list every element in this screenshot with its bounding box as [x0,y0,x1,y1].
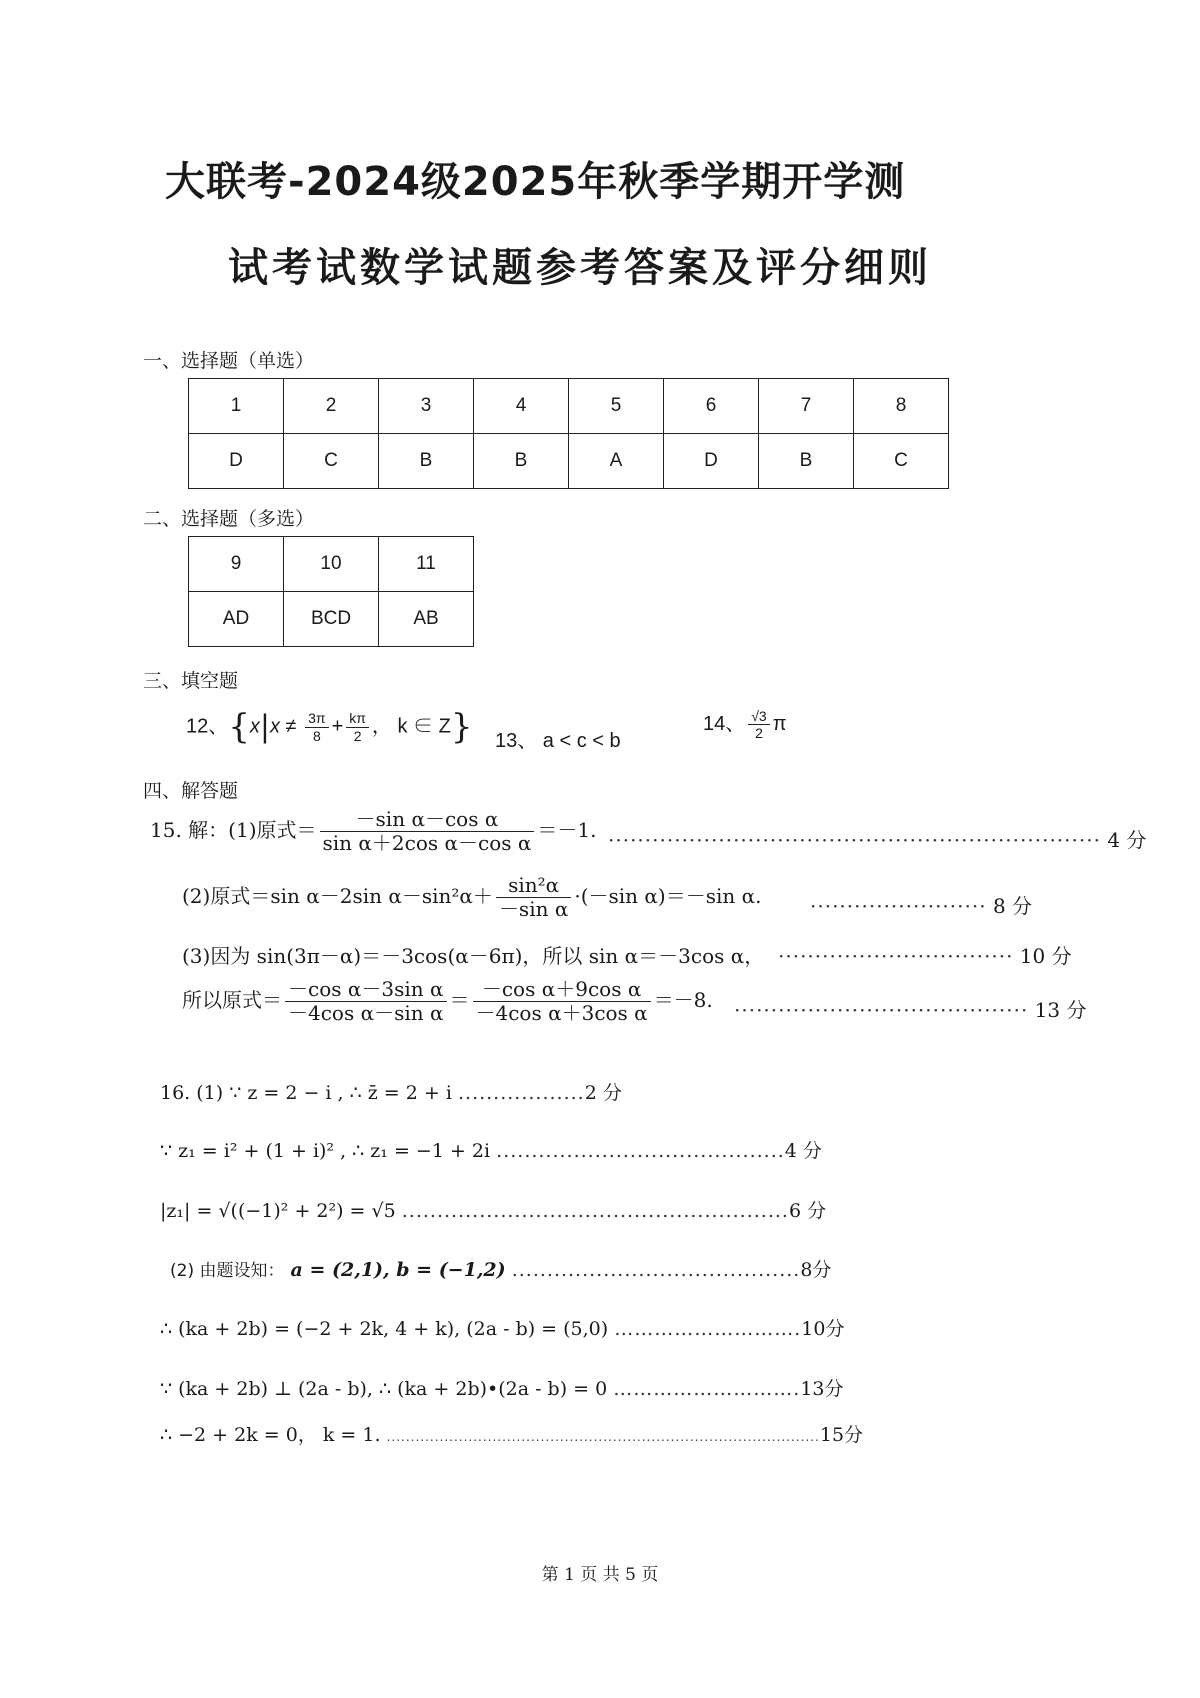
q15-line1: 15. 解：(1)原式＝ $\frac{\text{－sin α－cos α}}{\text{sin α＋2cos α－cos α}}$ ＝－1. [150,807,597,855]
table-cell: 8 [854,379,949,434]
table-cell: 11 [379,537,474,592]
q16-line1: 16. (1) ∵ z = 2 − i , ∴ z̄ = 2 + i ..................2 分 [160,1082,622,1104]
q16-line6: ∵ (ka + 2b) ⊥ (2a - b), ∴ (ka + 2b)•(2a - b) = 0 ……………………….13分 [160,1378,844,1400]
q16-line7: ∴ −2 + 2k = 0， k = 1. ..........................................................................................15分 [160,1424,864,1446]
fraction: $\frac{\text{－cos α＋9cos α}}{\text{－4cos α＋3cos α}}$ [473,978,651,1025]
table-cell: AD [189,592,284,647]
q15-line3: (3)因为 sin(3π－α)＝－3cos(α－6π)，所以 sin α＝－3cos α， [182,944,765,968]
q15-line4-score: ········································ 13 分 [734,998,1087,1022]
q16-line3: |z₁| = √((−1)² + 2²) = √5 .......................................................6 分 [160,1200,827,1222]
table-cell: B [474,434,569,489]
q15-line4: 所以原式＝ $\frac{\text{－cos α－3sin α}}{\text{－4cos α－sin α}}$ ＝ $\frac{\text{－cos α＋9cos α}}{\text{－4cos α＋3cos α}}$ ＝－8. [182,977,713,1025]
single-choice-answer-table [188,378,949,489]
fraction: $\frac{\text{－cos α－3sin α}}{\text{－4cos α－sin α}}$ [285,978,447,1025]
table-cell: D [189,434,284,489]
table-cell: D [664,434,759,489]
table-cell: 5 [569,379,664,434]
table-cell: 10 [284,537,379,592]
table-cell: B [379,434,474,489]
section-heading-multi-choice: 二、选择题（多选） [143,508,315,530]
q16-line4: (2) 由题设知： a = (2,1), b = (−1,2) .........................................8分 [170,1259,832,1281]
fraction: $\frac{3\pi}{8}$ [305,710,328,743]
table-cell: 9 [189,537,284,592]
answer-q12: 12、{x|x ≠ $\frac{3\pi}{8}$ + $\frac{k\pi}{2}$ ， k ∈ Z} [186,707,473,747]
section-heading-single-choice: 一、选择题（单选） [143,350,315,372]
table-cell: C [854,434,949,489]
fraction: $\frac{√3}{2}$ [748,708,769,741]
fraction: $\frac{\text{sin²α}}{\text{－sin α}}$ [496,874,571,921]
fraction: $\frac{k\pi}{2}$ [346,710,369,743]
page-footer: 第 1 页 共 5 页 [541,1565,659,1585]
q15-line1-score: ··································································· 4 分 [608,828,1147,852]
table-cell: 2 [284,379,379,434]
table-cell: AB [379,592,474,647]
table-row [189,434,949,489]
table-row [189,379,949,434]
fraction: $\frac{\text{－sin α－cos α}}{\text{sin α＋2cos α－cos α}}$ [320,808,535,855]
document-title-line1: 大联考-2024级2025年秋季学期开学测 [165,159,906,205]
table-cell: 3 [379,379,474,434]
answer-q14: 14、 $\frac{√3}{2}$ π [703,708,787,742]
table-cell: 7 [759,379,854,434]
table-cell: 1 [189,379,284,434]
section-heading-fill-blank: 三、填空题 [143,670,239,692]
table-cell: B [759,434,854,489]
answer-q13: 13、 a < c < b [495,730,621,752]
table-cell: 6 [664,379,759,434]
q16-line5: ∴ (ka + 2b) = (−2 + 2k, 4 + k), (2a - b) = (5,0) ……………………….10分 [160,1318,845,1340]
table-cell: A [569,434,664,489]
q15-line3-score: ································ 10 分 [778,944,1072,968]
q15-line2: (2)原式＝sin α－2sin α－sin²α＋ $\frac{\text{sin²α}}{\text{－sin α}}$ ·(－sin α)＝－sin α. [182,873,762,921]
q12-label: 12、 [186,715,229,738]
table-cell: C [284,434,379,489]
table-row [189,592,474,647]
multi-choice-answer-table [188,536,474,647]
table-row [189,537,474,592]
table-cell: 4 [474,379,569,434]
document-title-line2: 试考试数学试题参考答案及评分细则 [228,245,932,291]
table-cell: BCD [284,592,379,647]
section-heading-solutions: 四、解答题 [143,780,239,802]
q16-line2: ∵ z₁ = i² + (1 + i)² , ∴ z₁ = −1 + 2i .........................................4 分 [160,1140,822,1162]
q15-line2-score: ························ 8 分 [810,894,1033,918]
